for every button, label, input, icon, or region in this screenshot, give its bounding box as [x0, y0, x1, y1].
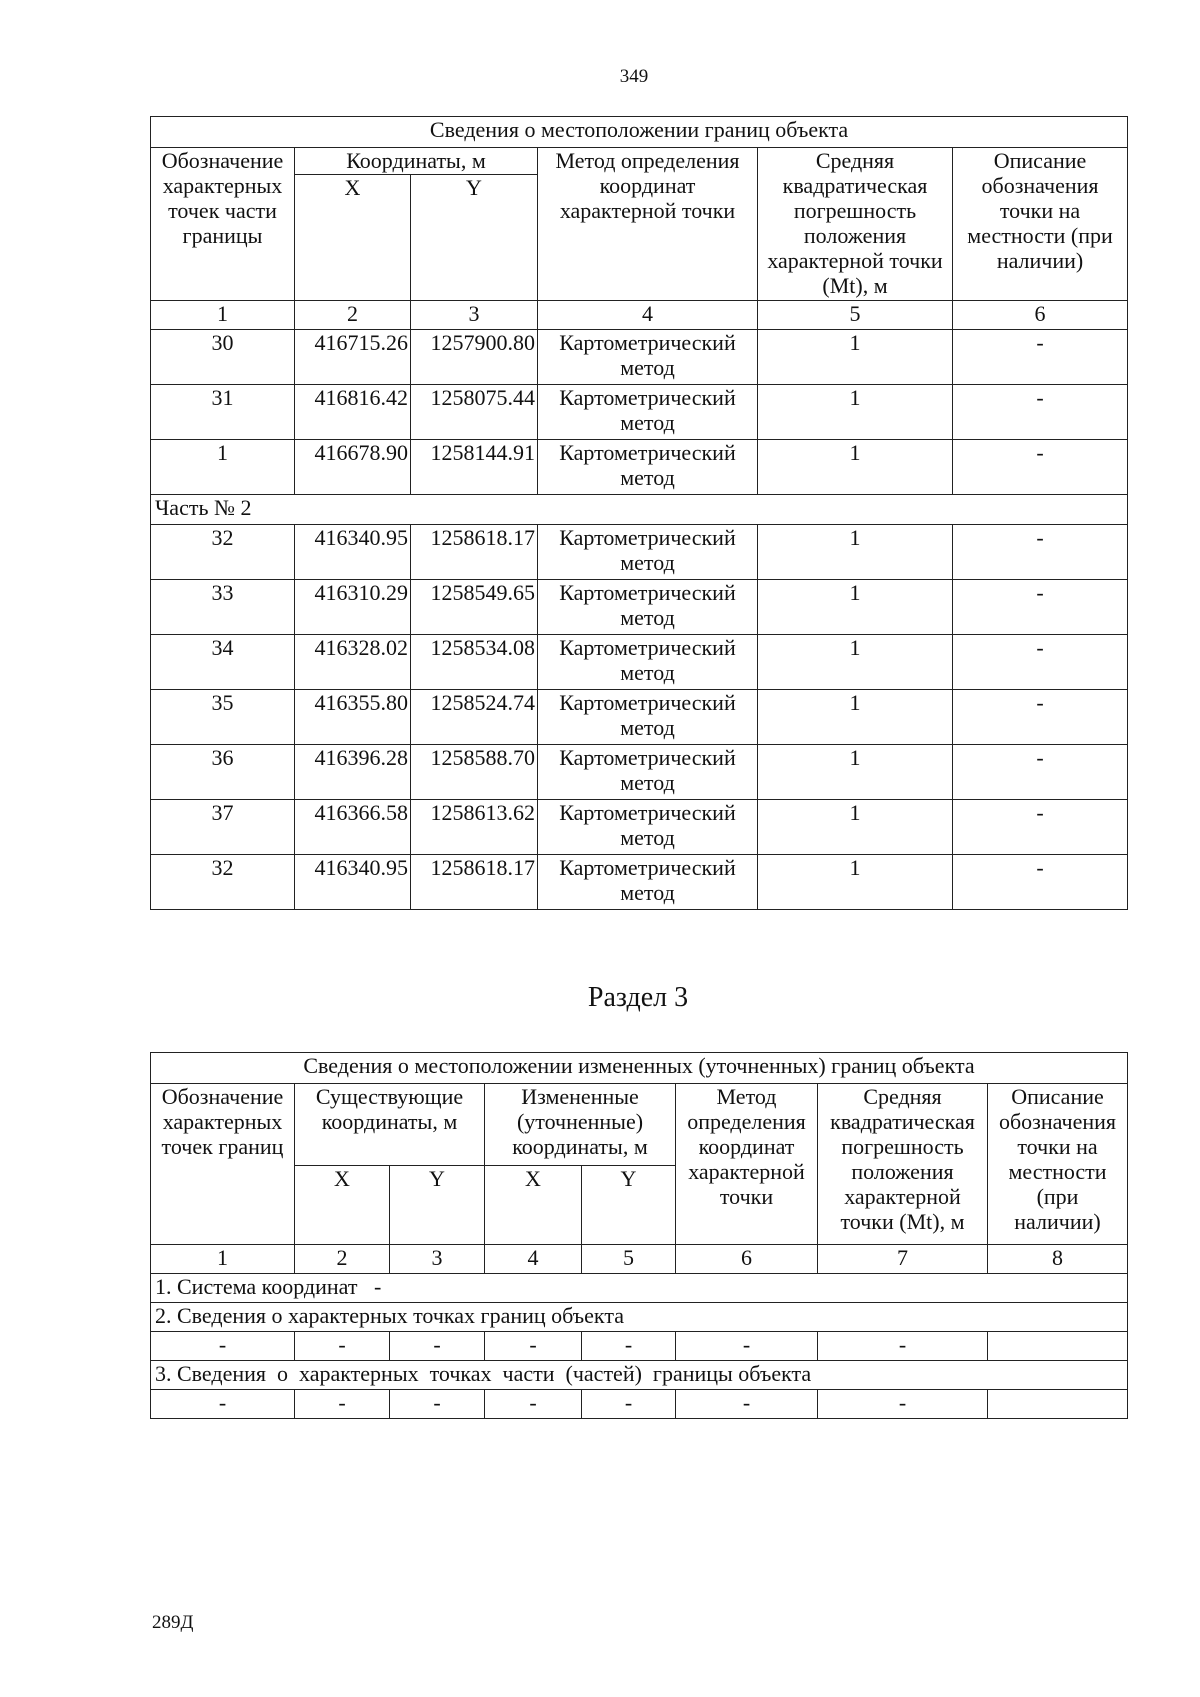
- parts-cell: -: [390, 1390, 485, 1419]
- description-cell: -: [953, 800, 1128, 855]
- point-number-cell: 1: [151, 440, 295, 495]
- description-cell: -: [953, 440, 1128, 495]
- x-coordinate-cell: 416355.80: [295, 690, 411, 745]
- y-coordinate-cell: 1258588.70: [411, 745, 538, 800]
- description-cell: -: [953, 330, 1128, 385]
- header-error: Средняя квадратическая погрешность положения характерной точки (Mt), м: [818, 1084, 988, 1245]
- points-heading-row: 2. Сведения о характерных точках границ объекта: [151, 1303, 1128, 1332]
- table-row: [151, 440, 1128, 495]
- table-title: Сведения о местоположении границ объекта: [151, 117, 1128, 148]
- parts-cell: -: [582, 1390, 676, 1419]
- header-method: Метод определения координат характерной точки: [538, 148, 758, 301]
- error-cell: 1: [758, 440, 953, 495]
- error-cell: 1: [758, 580, 953, 635]
- description-cell: -: [953, 855, 1128, 910]
- method-cell: Картометрический метод: [538, 800, 758, 855]
- column-numbers-row: [151, 1245, 1128, 1274]
- y-coordinate-cell: 1258524.74: [411, 690, 538, 745]
- method-cell: Картометрический метод: [538, 855, 758, 910]
- header-existing-coordinates: Существующие координаты, м: [295, 1084, 485, 1166]
- part-2-label: Часть № 2: [151, 495, 1128, 525]
- header-designation: Обозначение характерных точек границ: [151, 1084, 295, 1245]
- header-coordinates: Координаты, м: [295, 148, 538, 175]
- header-description: Описание обозначения точки на местности (при наличии): [953, 148, 1128, 301]
- header-description: Описание обозначения точки на местности (при наличии): [988, 1084, 1128, 1245]
- table-row: [151, 745, 1128, 800]
- point-number-cell: 36: [151, 745, 295, 800]
- method-cell: Картометрический метод: [538, 385, 758, 440]
- point-number-cell: 35: [151, 690, 295, 745]
- header-x-changed: X: [485, 1166, 582, 1245]
- x-coordinate-cell: 416366.58: [295, 800, 411, 855]
- column-number: 2: [295, 1245, 390, 1274]
- header-error: Средняя квадратическая погрешность положения характерной точки (Mt), м: [758, 148, 953, 301]
- table-row: [151, 330, 1128, 385]
- parts-cell: -: [151, 1390, 295, 1419]
- point-number-cell: 32: [151, 525, 295, 580]
- column-number: 2: [295, 301, 411, 330]
- y-coordinate-cell: 1258534.08: [411, 635, 538, 690]
- method-cell: Картометрический метод: [538, 690, 758, 745]
- header-y-existing: Y: [390, 1166, 485, 1245]
- points-cell: [988, 1332, 1128, 1361]
- points-data-row: [151, 1332, 1128, 1361]
- point-number-cell: 33: [151, 580, 295, 635]
- method-cell: Картометрический метод: [538, 525, 758, 580]
- method-cell: Картометрический метод: [538, 580, 758, 635]
- error-cell: 1: [758, 690, 953, 745]
- point-number-cell: 30: [151, 330, 295, 385]
- table-row: [151, 690, 1128, 745]
- error-cell: 1: [758, 525, 953, 580]
- description-cell: -: [953, 525, 1128, 580]
- parts-cell: [988, 1390, 1128, 1419]
- point-number-cell: 32: [151, 855, 295, 910]
- points-cell: -: [485, 1332, 582, 1361]
- table-row: [151, 635, 1128, 690]
- x-coordinate-cell: 416328.02: [295, 635, 411, 690]
- column-numbers-row: [151, 301, 1128, 330]
- column-number: 1: [151, 301, 295, 330]
- x-coordinate-cell: 416715.26: [295, 330, 411, 385]
- point-number-cell: 31: [151, 385, 295, 440]
- column-number: 1: [151, 1245, 295, 1274]
- table-row: [151, 855, 1128, 910]
- header-x-existing: X: [295, 1166, 390, 1245]
- points-cell: -: [818, 1332, 988, 1361]
- table-row: [151, 580, 1128, 635]
- header-method: Метод определения координат характерной точки: [676, 1084, 818, 1245]
- parts-cell: -: [485, 1390, 582, 1419]
- header-y-changed: Y: [582, 1166, 676, 1245]
- description-cell: -: [953, 635, 1128, 690]
- header-changed-coordinates: Измененные (уточненные) координаты, м: [485, 1084, 676, 1166]
- x-coordinate-cell: 416340.95: [295, 525, 411, 580]
- x-coordinate-cell: 416310.29: [295, 580, 411, 635]
- error-cell: 1: [758, 800, 953, 855]
- method-cell: Картометрический метод: [538, 440, 758, 495]
- changed-boundary-table: [150, 1052, 1128, 1419]
- method-cell: Картометрический метод: [538, 635, 758, 690]
- y-coordinate-cell: 1258144.91: [411, 440, 538, 495]
- y-coordinate-cell: 1258618.17: [411, 855, 538, 910]
- parts-data-row: [151, 1390, 1128, 1419]
- description-cell: -: [953, 690, 1128, 745]
- method-cell: Картометрический метод: [538, 330, 758, 385]
- points-cell: -: [390, 1332, 485, 1361]
- error-cell: 1: [758, 330, 953, 385]
- header-designation: Обозначение характерных точек части границы: [151, 148, 295, 301]
- column-number: 3: [411, 301, 538, 330]
- column-number: 5: [758, 301, 953, 330]
- section-heading: Раздел 3: [587, 982, 689, 1013]
- method-cell: Картометрический метод: [538, 745, 758, 800]
- column-number: 6: [953, 301, 1128, 330]
- footer-code: 289Д: [152, 1612, 194, 1633]
- description-cell: -: [953, 385, 1128, 440]
- parts-cell: -: [676, 1390, 818, 1419]
- table-row: [151, 800, 1128, 855]
- y-coordinate-cell: 1258075.44: [411, 385, 538, 440]
- x-coordinate-cell: 416340.95: [295, 855, 411, 910]
- parts-cell: -: [818, 1390, 988, 1419]
- point-number-cell: 37: [151, 800, 295, 855]
- table-row: [151, 525, 1128, 580]
- coordinate-system-row: 1. Система координат -: [151, 1274, 1128, 1303]
- point-number-cell: 34: [151, 635, 295, 690]
- points-cell: -: [151, 1332, 295, 1361]
- points-cell: -: [582, 1332, 676, 1361]
- column-number: 8: [988, 1245, 1128, 1274]
- column-number: 7: [818, 1245, 988, 1274]
- y-coordinate-cell: 1258549.65: [411, 580, 538, 635]
- parts-cell: -: [295, 1390, 390, 1419]
- part-label-row: [151, 495, 1128, 525]
- description-cell: -: [953, 745, 1128, 800]
- points-cell: -: [295, 1332, 390, 1361]
- column-number: 4: [538, 301, 758, 330]
- y-coordinate-cell: 1257900.80: [411, 330, 538, 385]
- y-coordinate-cell: 1258613.62: [411, 800, 538, 855]
- header-x: X: [295, 175, 411, 301]
- error-cell: 1: [758, 385, 953, 440]
- x-coordinate-cell: 416816.42: [295, 385, 411, 440]
- x-coordinate-cell: 416678.90: [295, 440, 411, 495]
- points-cell: -: [676, 1332, 818, 1361]
- error-cell: 1: [758, 745, 953, 800]
- parts-heading-row: 3. Сведения о характерных точках части (частей) границы объекта: [151, 1361, 1128, 1390]
- y-coordinate-cell: 1258618.17: [411, 525, 538, 580]
- x-coordinate-cell: 416396.28: [295, 745, 411, 800]
- column-number: 5: [582, 1245, 676, 1274]
- column-number: 4: [485, 1245, 582, 1274]
- table-title: Сведения о местоположении измененных (уточненных) границ объекта: [151, 1053, 1128, 1084]
- table-row: [151, 385, 1128, 440]
- page-number: 349: [619, 66, 649, 87]
- error-cell: 1: [758, 635, 953, 690]
- boundary-location-table: [150, 116, 1128, 910]
- description-cell: -: [953, 580, 1128, 635]
- column-number: 3: [390, 1245, 485, 1274]
- column-number: 6: [676, 1245, 818, 1274]
- header-y: Y: [411, 175, 538, 301]
- error-cell: 1: [758, 855, 953, 910]
